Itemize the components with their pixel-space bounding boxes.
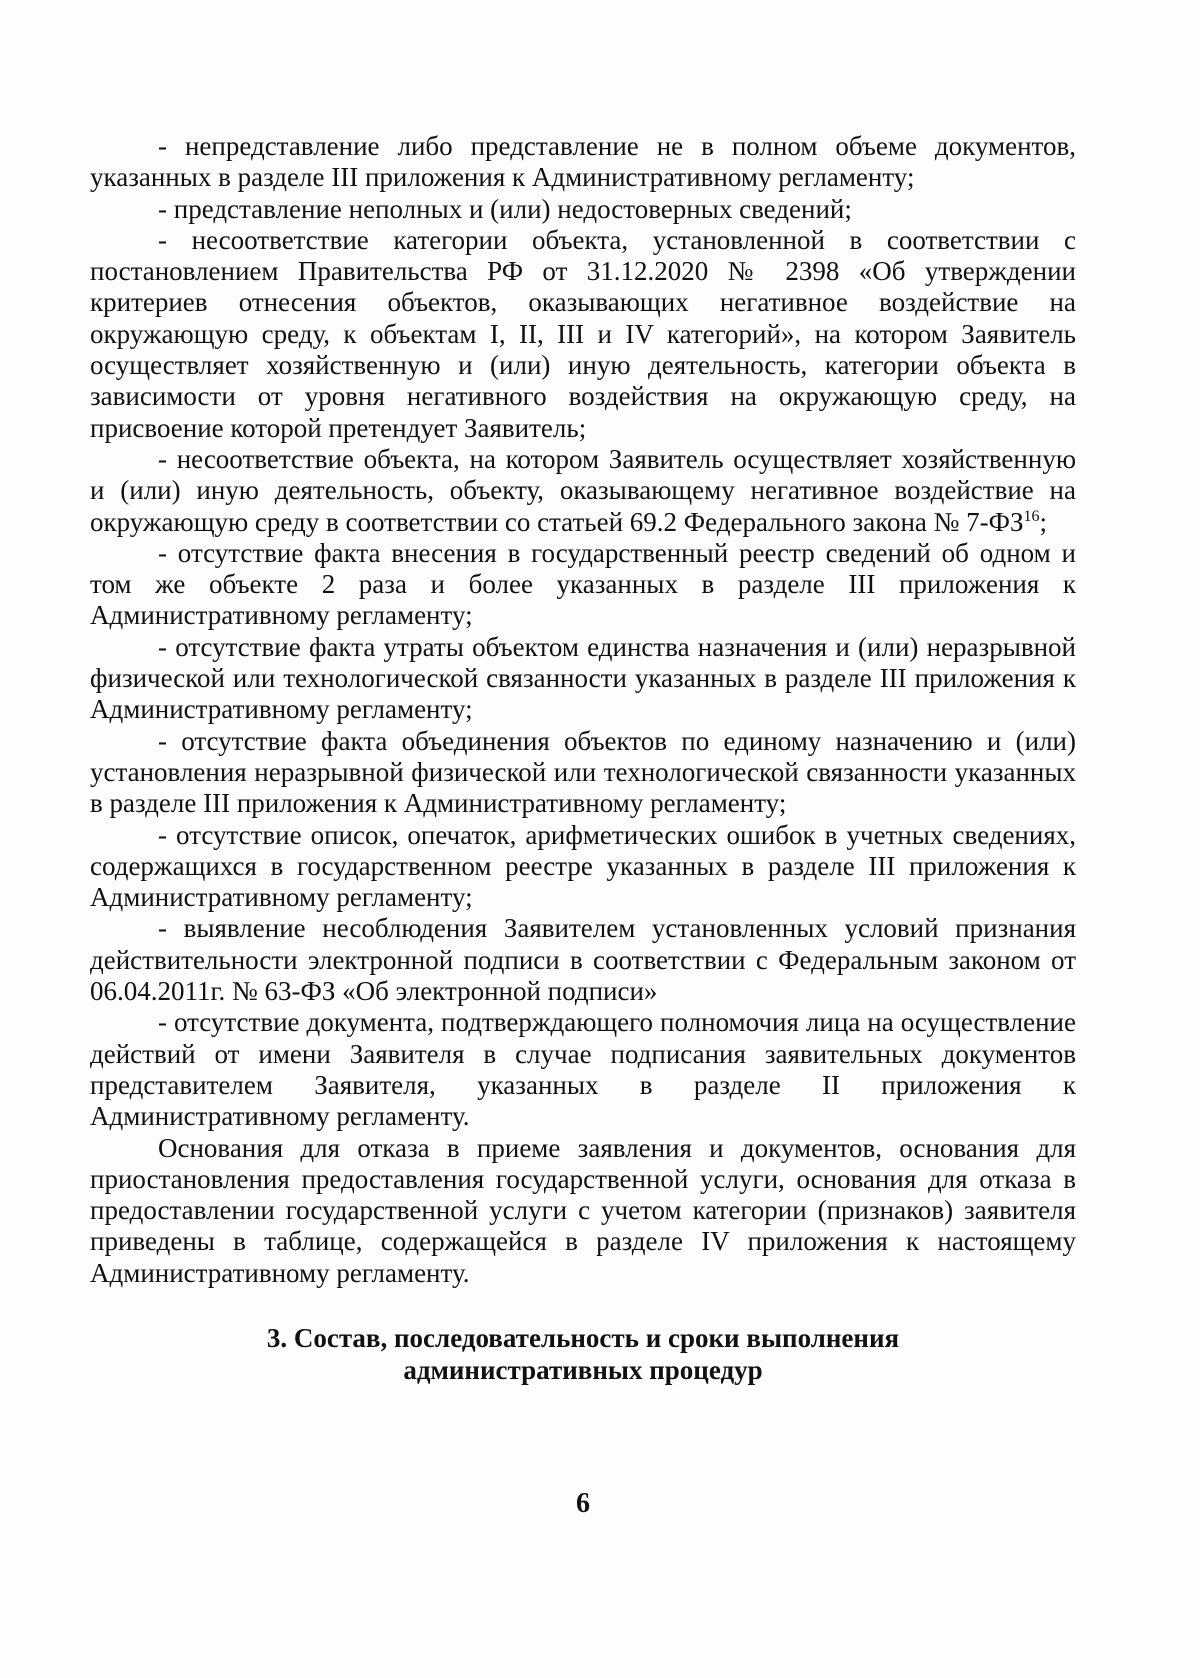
paragraph-11: Основания для отказа в приеме заявления и документов, основания для приостановления предоставления государственной услуги, основания для отказа в предоставлении государственной услуги с учетом категории (признаков) заявителя приведены в таблице, содержащейся в разделе IV приложения к настоящему Административному регламенту. [90, 1132, 1076, 1288]
paragraph-3: - несоответствие категории объекта, установленной в соответствии с постановлением Правительства РФ от 31.12.2020 № 2398 «Об утверждении критериев отнесения объектов, оказывающих негативное воздействие на окружающую среду, к объектам I, II, III и IV категорий», на котором Заявитель осуществляет хозяйственную и (или) иную деятельность, категории объекта в зависимости от уровня негативного воздействия на окружающую среду, на присвоение которой претендует Заявитель; [90, 224, 1076, 443]
paragraph-4 [90, 444, 1076, 538]
paragraph-9: - выявление несоблюдения Заявителем установленных условий признания действительности электронной подписи в соответствии с Федеральным законом от 06.04.2011г. № 63-ФЗ «Об электронной подписи» [90, 913, 1076, 1007]
paragraph-4-suffix: ; [1039, 506, 1048, 537]
paragraph-8: - отсутствие описок, опечаток, арифметических ошибок в учетных сведениях, содержащихся в государственном реестре указанных в разделе III приложения к Административному регламенту; [90, 819, 1076, 913]
paragraph-7: - отсутствие факта объединения объектов по единому назначению и (или) установления неразрывной физической или технологической связанности указанных в разделе III приложения к Административному регламенту; [90, 725, 1076, 819]
paragraph-1: - непредставление либо представление не в полном объеме документов, указанных в разделе III приложения к Административному регламенту; [90, 131, 1076, 193]
section-heading-line-1: 3. Состав, последовательность и сроки выполнения [266, 1323, 900, 1353]
paragraph-2: - представление неполных и (или) недостоверных сведений; [158, 193, 852, 224]
section-heading [90, 1322, 1076, 1386]
footnote-ref-16: 16 [1023, 507, 1040, 525]
section-heading-line-2: административных процедур [403, 1355, 763, 1385]
document-body [90, 131, 1076, 1289]
paragraph-4-text: - несоответствие объекта, на котором Заявитель осуществляет хозяйственную и (или) иную деятельность, объекту, оказывающему негативное воздействие на окружающую среду в соответствии со статьей 69.2 Федерального закона № 7-ФЗ [90, 443, 1076, 537]
paragraph-10: - отсутствие документа, подтверждающего полномочия лица на осуществление действий от имени Заявителя в случае подписания заявительных документов представителем Заявителя, указанных в разделе II приложения к Административному регламенту. [90, 1007, 1076, 1132]
page-number: 6 [576, 1488, 590, 1519]
paragraph-6: - отсутствие факта утраты объектом единства назначения и (или) неразрывной физической или технологической связанности указанных в разделе III приложения к Административному регламенту; [90, 631, 1076, 725]
paragraph-5: - отсутствие факта внесения в государственный реестр сведений об одном и том же объекте 2 раза и более указанных в разделе III приложения к Административному регламенту; [90, 537, 1076, 631]
